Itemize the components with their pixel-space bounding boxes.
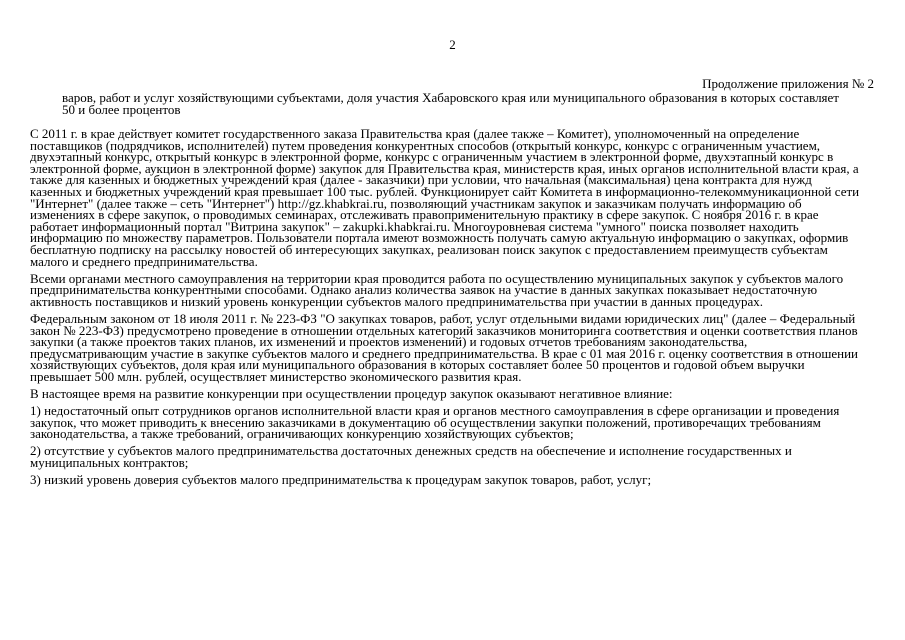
paragraph-factor-1: 1) недостаточный опыт сотрудников органов исполнительной власти края и органов местного самоуправления в сфере организации и проведения закупок, что может приводить к внесению заказчиками в документацию об осуществлении закупки положений, противоречащих требованиям законодательства, а также требований, ограничивающих конкуренцию хозяйствующих субъектов; — [30, 403, 840, 442]
continued-text-from-previous-page: варов, работ и услуг хозяйствующими субъектами, доля участия Хабаровского края или муниципального образования в которых составляет 50 и более процентов — [62, 90, 839, 118]
paragraph-procurement-committee: С 2011 г. в крае действует комитет государственного заказа Правительства края (далее также – Комитет), уполномоченный на определение поставщиков (подрядчиков, исполнителей) путем проведения конкурентных способов (открытый конкурс, конкурс с ограниченным участием, двухэтапный конкурс, открытый конкурс в электронной форме, конкурс с ограниченным участием в электронной форме, двухэтапный конкурс в электронной форме, аукцион в электронной форме) закупок для Правительства края, министерств края, иных органов исполнительной власти края, а также для казенных и бюджетных учреждений края (далее - заказчики) при условии, что начальная (максимальная) цена контракта для нужд казенных и бюджетных учреждений края превышает 100 тыс. рублей. Функционирует сайт Комитета в информационно-телекоммуникационной сети "Интернет" (далее также – сеть "Интернет") http://gz.khabkrai.ru, позволяющий участникам закупок и заказчикам получать информацию об изменениях в сфере закупок, о проводимых семинарах, отслеживать правоприменительную практику в сфере закупок. С ноября 2016 г. в крае работает информационный портал "Витрина закупок" – zakupki.khabkrai.ru. Многоуровневая система "умного" поиска позволяет находить информацию по множеству параметров. Пользователи портала имеют возможность получать самую актуальную информацию о закупках, оформив бесплатную подписку на рассылку новостей об интересующих закупках, реализован поиск закупок с предоставлением преимуществ субъектам малого и среднего предпринимательства. — [30, 126, 860, 269]
paragraph-federal-law-223: Федеральным законом от 18 июля 2011 г. № 223-ФЗ "О закупках товаров, работ, услуг отдельными видами юридических лиц" (далее – Федеральный закон № 223-ФЗ) предусмотрено проведение в отношении отдельных категорий заказчиков мониторинга соответствия и оценки соответствия планов закупки (а также проектов таких планов, их изменений и проектов изменений) и годовых отчетов требованиям законодательства, предусматривающим участие в закупке субъектов малого и среднего предпринимательства. В крае с 01 мая 2016 г. оценку соответствия в отношении хозяйствующих субъектов, доля края или муниципального образования в которых составляет более 50 процентов и годовой объем выручки превышает 500 млн. рублей, осуществляет министерство экономического развития края. — [30, 310, 859, 384]
paragraph-municipal-procurement: Всеми органами местного самоуправления на территории края проводится работа по осуществлению муниципальных закупок у субъектов малого предпринимательства конкурентными способами. Однако анализ количества заявок на участие в данных закупках показывает недостаточную активность поставщиков и низкий уровень конкуренции субъектов малого предпринимательства при участии в данных процедурах. — [30, 270, 844, 309]
document-body — [30, 128, 860, 491]
paragraph-negative-factors-intro: В настоящее время на развитие конкуренции при осуществлении процедур закупок оказывают негативное влияние: — [30, 385, 673, 401]
paragraph-factor-3: 3) низкий уровень доверия субъектов малого предпринимательства к процедурам закупок товаров, работ, услуг; — [30, 472, 652, 488]
paragraph-factor-2: 2) отсутствие у субъектов малого предпринимательства достаточных денежных средств на обеспечение и исполнение государственных и муниципальных контрактов; — [30, 443, 792, 470]
appendix-continuation-note: Продолжение приложения № 2 — [702, 76, 874, 91]
page-number: 2 — [449, 37, 456, 52]
